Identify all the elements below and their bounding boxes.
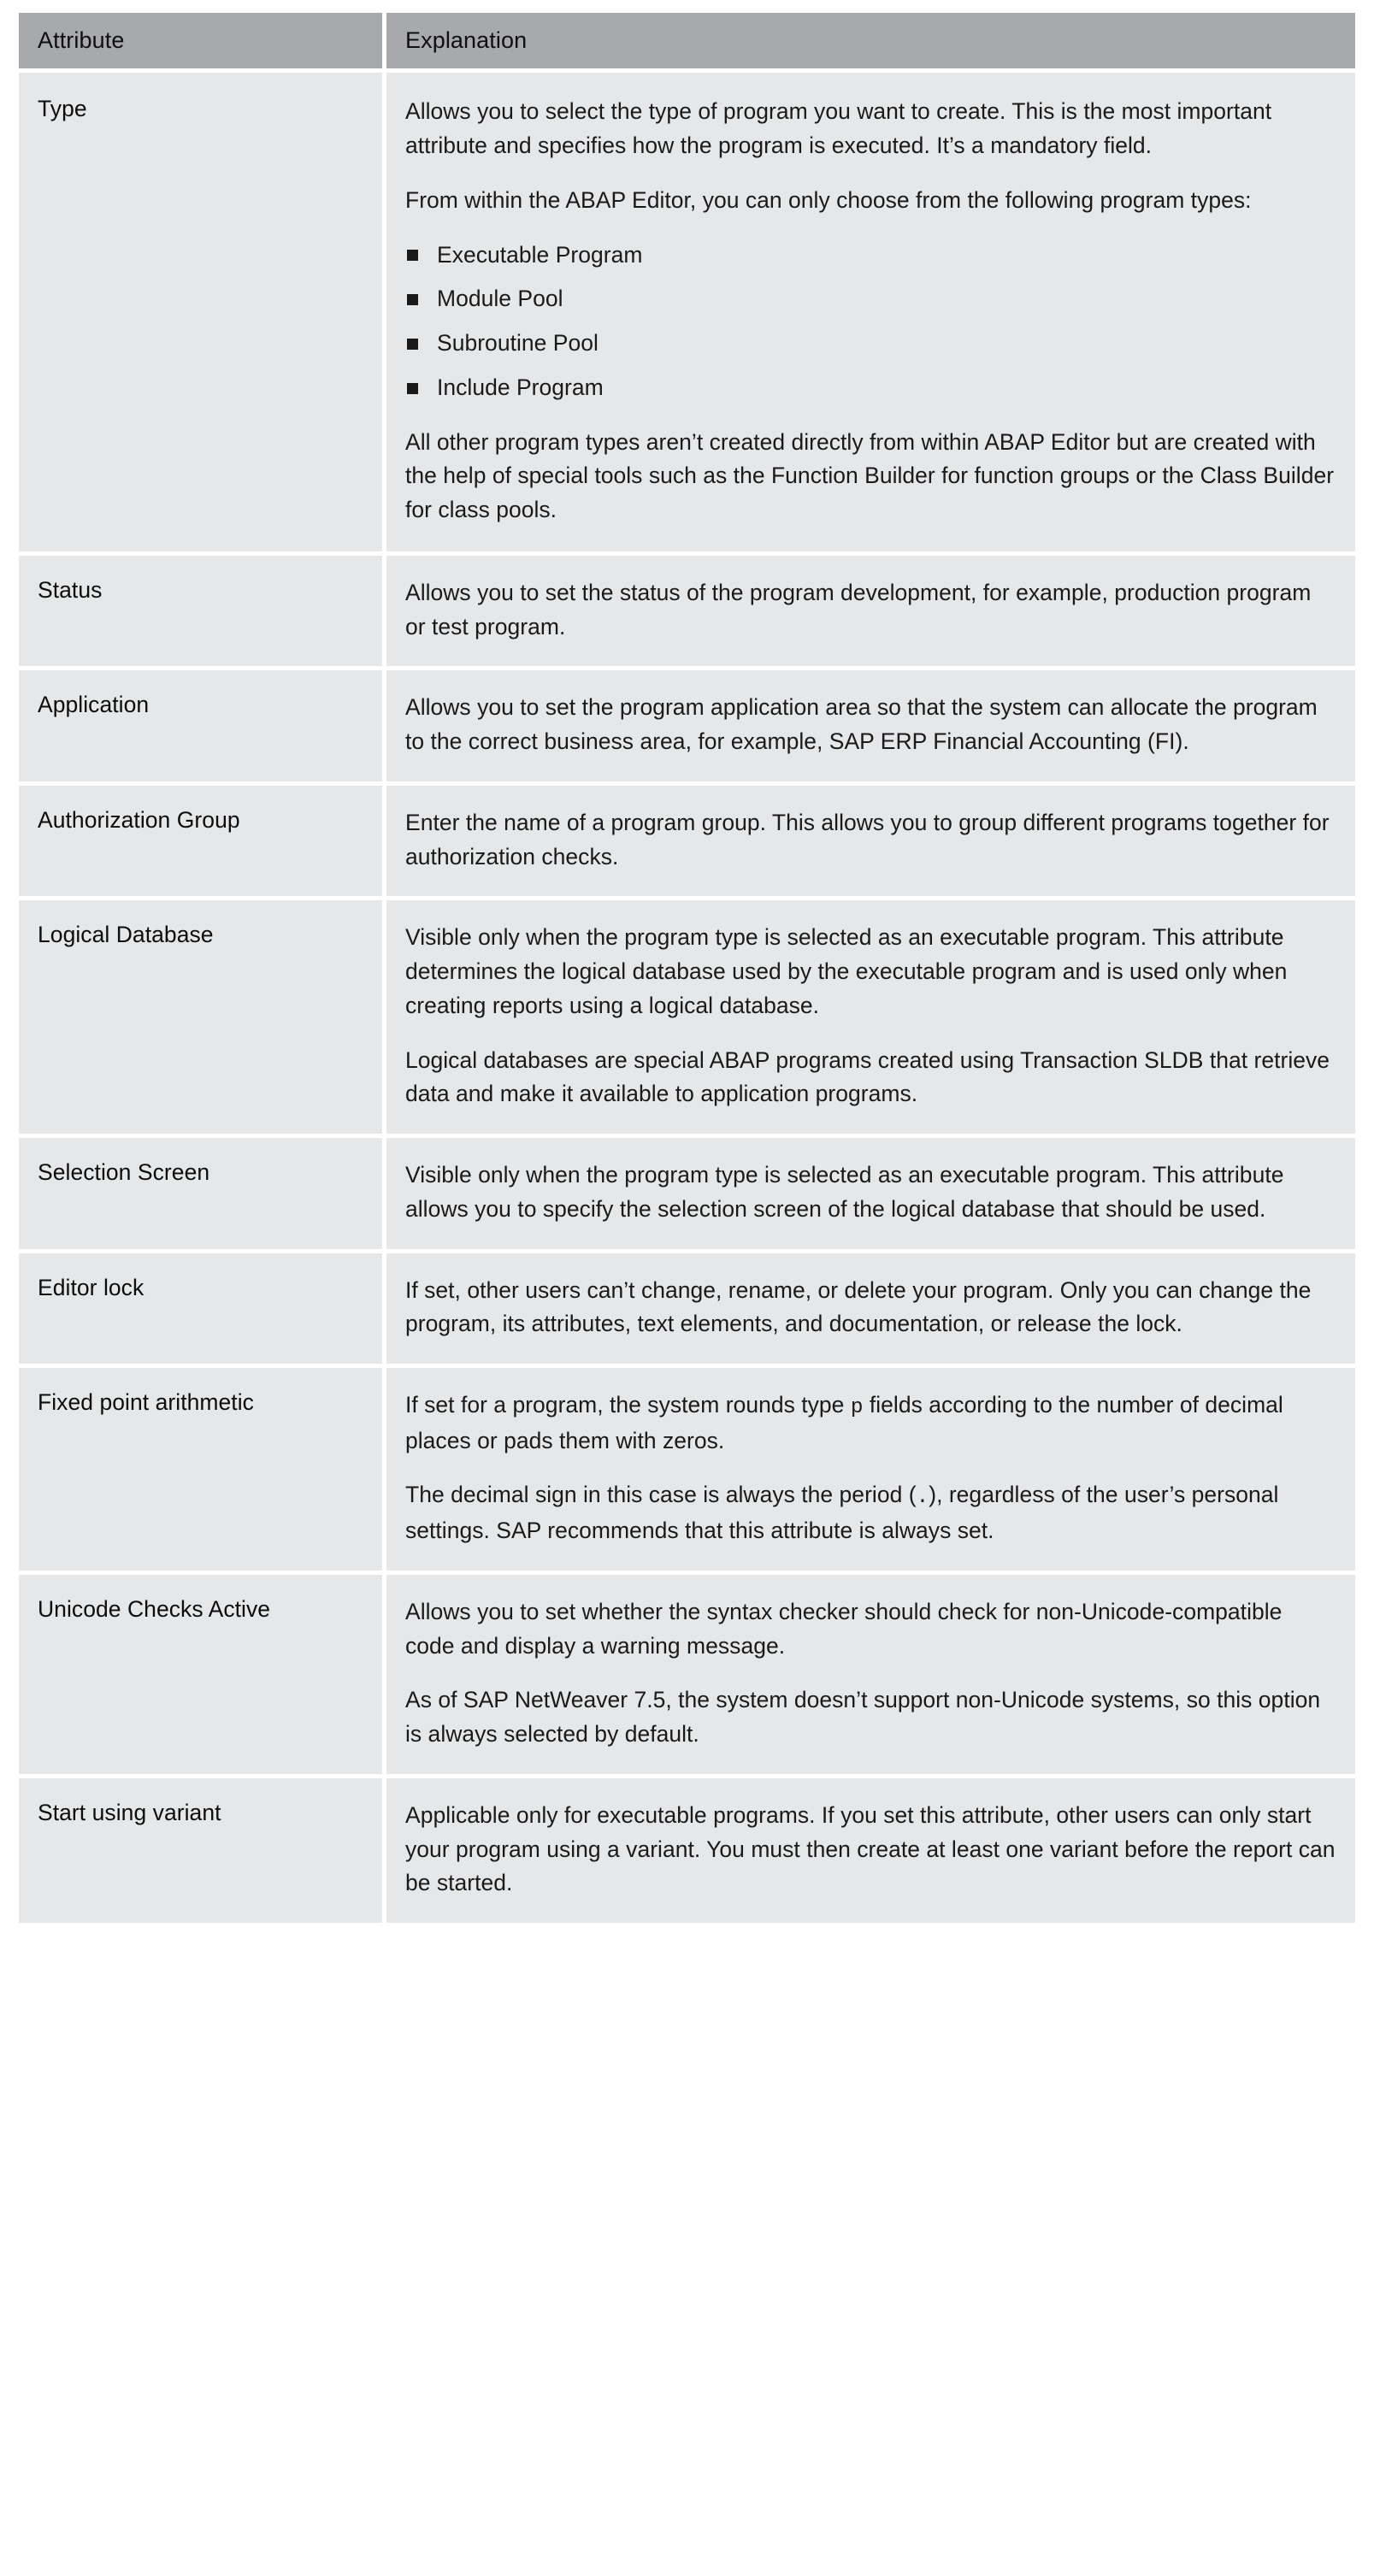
explanation-paragraph: As of SAP NetWeaver 7.5, the system doesn’t support non-Unicode systems, so this option is always selected by default. (405, 1687, 1321, 1748)
program-attributes-table (15, 9, 1359, 1927)
attribute-name-cell: Application (19, 670, 382, 781)
attribute-name-cell: Status (19, 556, 382, 667)
program-type-list (405, 239, 1336, 405)
explanation-paragraph (405, 1478, 1336, 1547)
list-item (405, 371, 1336, 405)
explanation-paragraph: All other program types aren’t created directly from within ABAP Editor but are created with the help of special tools such as the Function Builder for function groups or the Class Builder for class pools. (405, 428, 1335, 523)
attribute-explanation-cell (386, 1253, 1355, 1365)
explanation-paragraph: Visible only when the program type is selected as an executable program. This attribute allows you to specify the selection screen of the logical database that should be used. (405, 1162, 1284, 1222)
attribute-explanation-cell (386, 1575, 1355, 1774)
explanation-paragraph: Allows you to set the program application area so that the system can allocate the program to the correct business area, for example, SAP ERP Financial Accounting (FI). (405, 694, 1318, 755)
column-header-attribute: Attribute (19, 13, 382, 68)
bullet-square-icon (407, 383, 418, 394)
list-item (405, 327, 1336, 361)
explanation-paragraph: Applicable only for executable programs. If you set this attribute, other users can only start your program using a variant. You must then create at least one variant before the report can be started. (405, 1801, 1336, 1896)
attribute-name-cell: Start using variant (19, 1778, 382, 1923)
explanation-paragraph: From within the ABAP Editor, you can only choose from the following program types: (405, 186, 1252, 213)
explanation-paragraph: Visible only when the program type is selected as an executable program. This attribute determines the logical database used by the executable program and is used only when creating reports using a logical database. (405, 924, 1288, 1018)
attribute-name-cell: Editor lock (19, 1253, 382, 1365)
table-row (19, 73, 1355, 551)
table-row (19, 1778, 1355, 1923)
list-item-label: Executable Program (437, 241, 643, 268)
table-row (19, 1253, 1355, 1365)
table-row (19, 786, 1355, 897)
inline-code: . (916, 1486, 929, 1510)
bullet-square-icon (407, 250, 418, 261)
inline-text: fields according to the number of decimal places or pads them with zeros. (405, 1392, 1283, 1453)
list-item (405, 239, 1336, 273)
inline-text: ), regardless of the user’s personal settings. SAP recommends that this attribute is always set. (405, 1482, 1279, 1544)
bullet-square-icon (407, 339, 418, 350)
list-item-label: Module Pool (437, 286, 563, 312)
list-item (405, 282, 1336, 316)
table-row (19, 900, 1355, 1134)
explanation-paragraph: Logical databases are special ABAP programs created using Transaction SLDB that retrieve data and make it available to application programs. (405, 1046, 1330, 1107)
table-row (19, 1138, 1355, 1249)
attribute-explanation-cell (386, 73, 1355, 551)
bullet-square-icon (407, 294, 418, 305)
explanation-paragraph: Allows you to set the status of the program development, for example, production program or test program. (405, 579, 1312, 640)
list-item-label: Subroutine Pool (437, 330, 599, 357)
attribute-name-cell: Authorization Group (19, 786, 382, 897)
table-row (19, 1575, 1355, 1774)
explanation-paragraph: If set, other users can’t change, rename, or delete your program. Only you can change the program, its attributes, text elements, and documentation, or release the lock. (405, 1276, 1312, 1337)
table-row (19, 670, 1355, 781)
inline-text: If set for a program, the system rounds type (405, 1392, 851, 1418)
table-body (19, 73, 1355, 1923)
explanation-paragraph (405, 1388, 1336, 1458)
table-row (19, 1368, 1355, 1571)
attribute-name-cell: Fixed point arithmetic (19, 1368, 382, 1571)
list-item-label: Include Program (437, 374, 604, 400)
attribute-explanation-cell (386, 670, 1355, 781)
attribute-name-cell: Selection Screen (19, 1138, 382, 1249)
table-row (19, 556, 1355, 667)
attribute-name-cell: Type (19, 73, 382, 551)
inline-code: p (850, 1396, 864, 1420)
attribute-name-cell: Logical Database (19, 900, 382, 1134)
attribute-explanation-cell (386, 556, 1355, 667)
attribute-explanation-cell (386, 1368, 1355, 1571)
explanation-paragraph: Allows you to select the type of program you want to create. This is the most important attribute and specifies how the program is executed. It’s a mandatory field. (405, 98, 1272, 159)
attribute-explanation-cell (386, 900, 1355, 1134)
explanation-paragraph: Allows you to set whether the syntax checker should check for non-Unicode-compatible code and display a warning message. (405, 1598, 1283, 1659)
column-header-explanation: Explanation (386, 13, 1355, 68)
attribute-name-cell: Unicode Checks Active (19, 1575, 382, 1774)
attribute-explanation-cell (386, 786, 1355, 897)
header-row (19, 13, 1355, 68)
inline-text: The decimal sign in this case is always the period ( (405, 1482, 917, 1508)
explanation-paragraph: Enter the name of a program group. This allows you to group different programs together for authorization checks. (405, 809, 1330, 869)
attribute-explanation-cell (386, 1778, 1355, 1923)
table-header (19, 13, 1355, 68)
attribute-explanation-cell (386, 1138, 1355, 1249)
